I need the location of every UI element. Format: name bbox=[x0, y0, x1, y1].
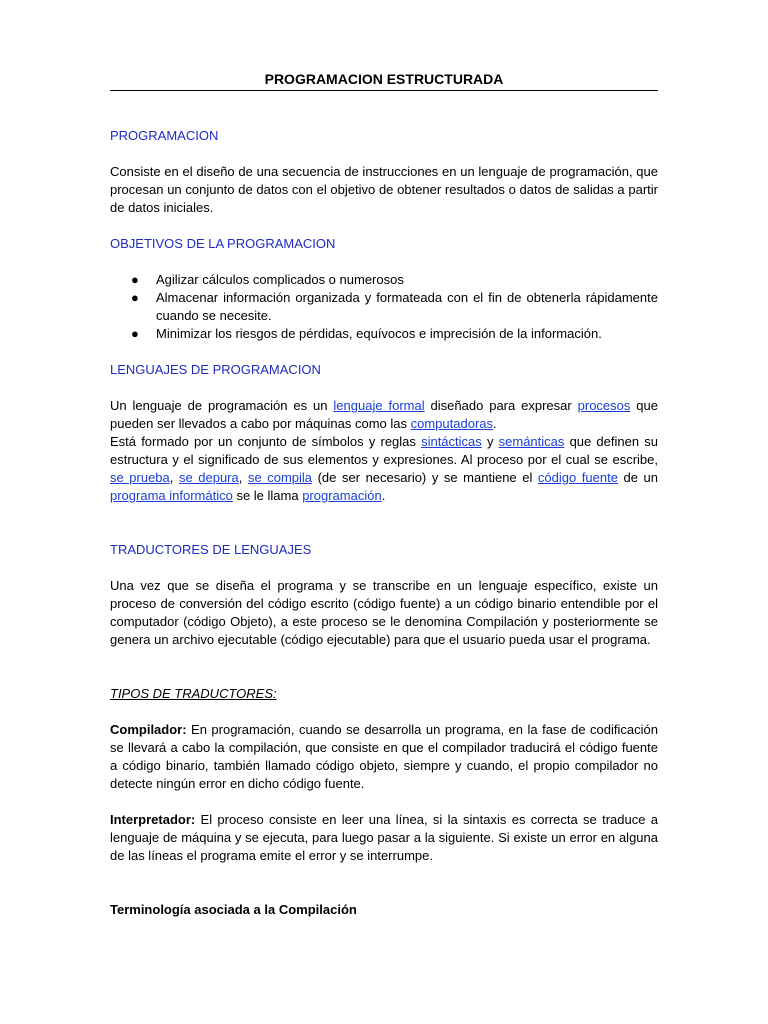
text-run: Un lenguaje de programación es un bbox=[110, 398, 334, 413]
text-run: que pueden ser llevados a cabo por máquinas como las bbox=[110, 398, 658, 431]
text-run: de un bbox=[617, 470, 658, 485]
text-run: y bbox=[481, 434, 499, 449]
paragraph-traductores: Una vez que se diseña el programa y se transcribe en un lenguaje específico, existe un proceso de conversión del código escrito (código fuente) a un código binario entendible por el computador (código Objeto), a este proceso se le denomina Compilación y posteriormente se genera un archivo ejecutable (código ejecutable) para que el usuario pueda usar el programa. bbox=[110, 578, 658, 647]
spacer bbox=[110, 217, 658, 235]
bullet-icon: ● bbox=[131, 290, 139, 305]
document-title: PROGRAMACION ESTRUCTURADA bbox=[110, 70, 658, 91]
list-item bbox=[110, 289, 658, 325]
link-lenguaje-formal[interactable]: lenguaje formal bbox=[333, 398, 425, 413]
spacer bbox=[110, 793, 658, 811]
objetivos-list bbox=[110, 271, 658, 343]
link-semanticas[interactable]: semánticas bbox=[498, 434, 565, 449]
text-run: se le llama bbox=[232, 488, 303, 503]
spacer bbox=[110, 145, 658, 163]
link-sintacticas[interactable]: sintácticas bbox=[421, 434, 482, 449]
heading-terminologia: Terminología asociada a la Compilación bbox=[110, 902, 357, 917]
spacer bbox=[110, 253, 658, 271]
heading-lenguajes: LENGUAJES DE PROGRAMACION bbox=[110, 362, 321, 377]
spacer bbox=[110, 703, 658, 721]
spacer bbox=[110, 559, 658, 577]
text-run: que definen su estructura y el significado de sus elementos y expresiones. Al proceso por el cual se escribe, bbox=[110, 434, 658, 467]
paragraph-lenguajes-1 bbox=[110, 397, 658, 433]
heading-tipos-traductores: TIPOS DE TRADUCTORES: bbox=[110, 686, 277, 701]
text-run: Está formado por un conjunto de símbolos y reglas bbox=[110, 434, 422, 449]
term-compilador: Compilador: bbox=[110, 722, 187, 737]
spacer bbox=[110, 649, 658, 685]
list-item-text: Agilizar cálculos complicados o numerosos bbox=[156, 272, 404, 287]
text-run: (de ser necesario) y se mantiene el bbox=[312, 470, 538, 485]
paragraph-programacion: Consiste en el diseño de una secuencia de instrucciones en un lenguaje de programación, que procesan un conjunto de datos con el objetivo de obtener resultados o datos de salidas a partir de datos iniciales. bbox=[110, 164, 658, 215]
bullet-icon: ● bbox=[131, 326, 139, 341]
list-item bbox=[110, 271, 658, 289]
link-computadoras[interactable]: computadoras bbox=[410, 416, 494, 431]
link-programacion[interactable]: programación bbox=[302, 488, 382, 503]
list-item-text: Almacenar información organizada y formateada con el fin de obtenerla rápidamente cuando se necesite. bbox=[156, 290, 658, 323]
link-se-compila[interactable]: se compila bbox=[247, 470, 313, 485]
heading-programacion: PROGRAMACION bbox=[110, 128, 219, 143]
list-item-text: Minimizar los riesgos de pérdidas, equívocos e imprecisión de la información. bbox=[156, 326, 602, 341]
spacer bbox=[110, 379, 658, 397]
text-run: En programación, cuando se desarrolla un programa, en la fase de codificación se llevará a cabo la compilación, que consiste en que el compilador traducirá el código fuente a código binario, también llamado código objeto, siempre y cuando, el propio compilador no detecte ningún error en dicho código fuente. bbox=[110, 722, 658, 791]
heading-traductores: TRADUCTORES DE LENGUAJES bbox=[110, 542, 312, 557]
heading-objetivos: OBJETIVOS DE LA PROGRAMACION bbox=[110, 236, 336, 251]
bullet-icon: ● bbox=[131, 272, 139, 287]
spacer bbox=[110, 865, 658, 901]
term-interpretador: Interpretador: bbox=[110, 812, 196, 827]
link-programa-informatico[interactable]: programa informático bbox=[110, 488, 233, 503]
paragraph-compilador bbox=[110, 721, 658, 793]
text-run: diseñado para expresar bbox=[424, 398, 578, 413]
text-run: El proceso consiste en leer una línea, si la sintaxis es correcta se traduce a lenguaje de máquina y se ejecuta, para luego pasar a la siguiente. Si existe un error en alguna de las líneas el programa emite el error y se interrumpe. bbox=[110, 812, 658, 863]
link-se-depura[interactable]: se depura bbox=[178, 470, 239, 485]
list-item bbox=[110, 325, 658, 343]
text-run: , bbox=[169, 470, 179, 485]
paragraph-interpretador bbox=[110, 811, 658, 865]
document-content bbox=[110, 70, 658, 919]
text-run: . bbox=[381, 488, 386, 503]
link-se-prueba[interactable]: se prueba bbox=[110, 470, 170, 485]
link-codigo-fuente[interactable]: código fuente bbox=[537, 470, 618, 485]
text-run: . bbox=[493, 416, 497, 431]
spacer bbox=[110, 505, 658, 541]
spacer bbox=[110, 343, 658, 361]
link-procesos[interactable]: procesos bbox=[577, 398, 631, 413]
spacer bbox=[110, 91, 658, 127]
paragraph-lenguajes-2 bbox=[110, 433, 658, 505]
text-run: , bbox=[238, 470, 248, 485]
